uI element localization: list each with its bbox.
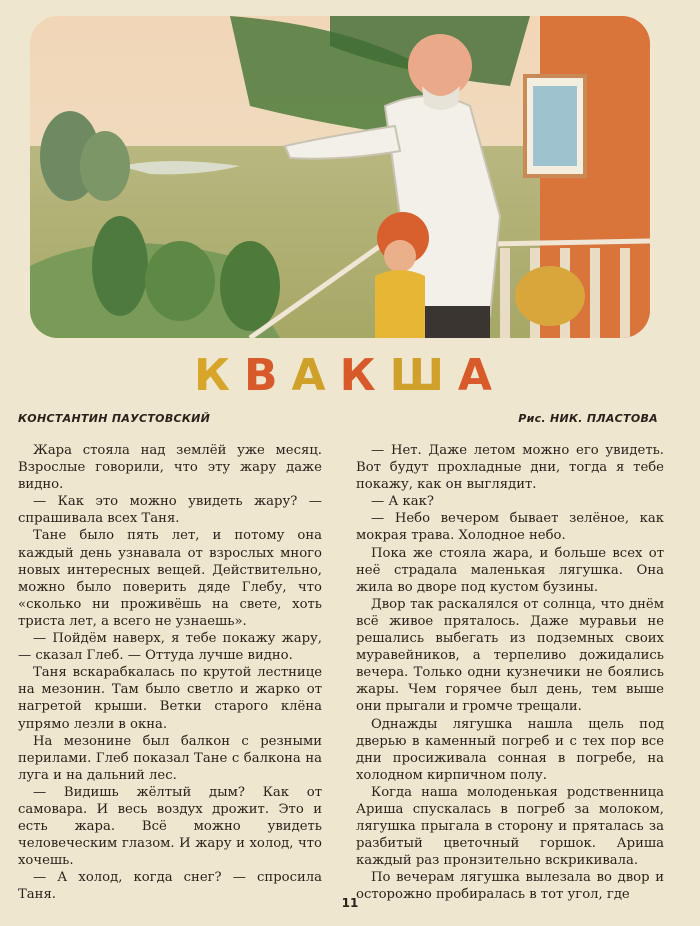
paragraph: Когда наша молоденькая родственница Ариша спускалась в погреб за молоком, лягушка прыгала в сторону и пряталась за разбитый цветочный горшок. Ариша каждый раз пронзительно вскрикивала. bbox=[356, 784, 664, 869]
paragraph: Тане было пять лет, и потому она каждый день узнавала от взрослых много новых интересных вещей. Действительно, можно было поверить дяде Глебу, что «сколько ни проживёшь на свете, хоть триста лет, а всего не узнаешь». bbox=[18, 528, 322, 629]
title-letter: В bbox=[243, 350, 292, 401]
paragraph: Таня вскарабкалась по крутой лестнице на мезонин. Там было светло и жарко от нагретой крыши. Ветки старого клёна упрямо лезли в окна. bbox=[18, 665, 322, 732]
illustration-image bbox=[30, 16, 650, 338]
paragraph: По вечерам лягушка вылезала во двор и осторожно пробиралась в тот угол, где bbox=[356, 870, 664, 903]
illustrator-credit: Рис. НИК. ПЛАСТОВА bbox=[518, 412, 658, 425]
title-letter: Ш bbox=[389, 350, 458, 401]
author-name: КОНСТАНТИН ПАУСТОВСКИЙ bbox=[18, 412, 211, 425]
paragraph: Пока же стояла жара, и больше всех от неё страдала маленькая лягушка. Она жила во дворе под кустом бузины. bbox=[356, 545, 664, 595]
paragraph: — А холод, когда снег? — спросила Таня. bbox=[18, 870, 322, 903]
illustration bbox=[30, 16, 650, 338]
paragraph: — А как? bbox=[371, 494, 434, 510]
paragraph: Однажды лягушка нашла щель под дверью в каменный погреб и с тех пор все дни просиживала сонная в погребе, на холодном кирпичном полу. bbox=[356, 716, 664, 783]
paragraph: — Как это можно увидеть жару? — спрашивала всех Таня. bbox=[18, 494, 322, 527]
paragraph: — Пойдём наверх, я тебе покажу жару, — сказал Глеб. — Оттуда лучше видно. bbox=[18, 631, 322, 664]
title-letter: А bbox=[457, 350, 506, 401]
paragraph: — Видишь жёлтый дым? Как от самовара. И весь воздух дрожит. Это и есть жара. Всё можно увидеть человеческим глазом. И жару и холод, что хочешь. bbox=[18, 784, 322, 869]
paragraph: — Небо вечером бывает зелёное, как мокрая трава. Холодное небо. bbox=[356, 511, 664, 544]
paragraph: На мезонине был балкон с резными перилами. Глеб показал Тане с балкона на луга и на дальний лес. bbox=[18, 733, 322, 783]
story-title bbox=[0, 350, 700, 401]
paragraph: — Нет. Даже летом можно его увидеть. Вот будут прохладные дни, тогда я тебе покажу, как он выглядит. bbox=[356, 443, 664, 493]
page-number: 11 bbox=[341, 896, 359, 910]
text-column-left bbox=[18, 442, 322, 904]
paragraph: Жара стояла над землёй уже месяц. Взрослые говорили, что эту жару даже видно. bbox=[18, 443, 322, 493]
title-letter: А bbox=[291, 350, 340, 401]
text-column-right bbox=[356, 442, 664, 904]
title-letter: К bbox=[339, 350, 390, 401]
title-letter: К bbox=[194, 350, 244, 401]
paragraph: Двор так раскалялся от солнца, что днём всё живое пряталось. Даже муравьи не решались выбегать из подземных своих муравейников, а терпеливо дожидались вечера. Только одни кузнечики не боялись жары. Чем горячее был день, тем выше они прыгали и громче трещали. bbox=[356, 596, 664, 715]
